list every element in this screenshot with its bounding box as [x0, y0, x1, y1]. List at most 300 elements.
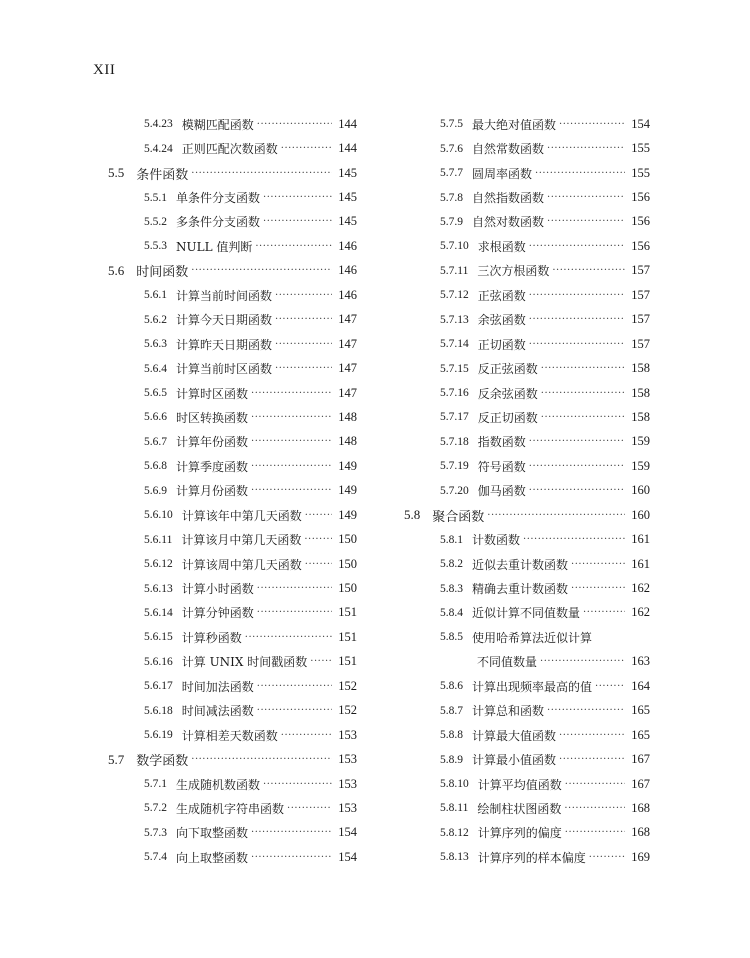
entry-number: 5.7.3: [144, 826, 167, 839]
entry-title: 计算序列的样本偏度: [477, 850, 586, 865]
toc-subsection-entry[interactable]: [404, 308, 650, 332]
dot-leader: [529, 339, 625, 350]
toc-subsection-entry[interactable]: [108, 796, 357, 820]
dot-leader: [191, 754, 332, 765]
entry-title: 圆周率函数: [472, 166, 533, 181]
toc-subsection-entry[interactable]: [404, 552, 650, 576]
entry-number: 5.6.6: [144, 411, 167, 424]
entry-title: 三次方根函数: [477, 264, 550, 279]
entry-title: 反正切函数: [477, 410, 538, 425]
entry-title: 使用哈希算法近似计算: [472, 630, 593, 645]
entry-title: 计算昨天日期函数: [176, 337, 273, 352]
entry-title: 近似计算不同值数量: [472, 606, 581, 621]
entry-number: 5.6.19: [144, 729, 173, 742]
toc-subsection-entry[interactable]: [404, 601, 650, 625]
entry-number: 5.7.15: [440, 362, 469, 375]
toc-subsection-entry[interactable]: [404, 210, 650, 234]
entry-page-number: 150: [338, 581, 357, 596]
toc-subsection-entry[interactable]: [404, 576, 650, 600]
dot-leader: [275, 314, 332, 325]
dot-leader: [541, 412, 625, 423]
entry-title: 自然常数函数: [472, 142, 545, 157]
entry-page-number: 157: [631, 263, 650, 278]
dot-leader: [287, 803, 332, 814]
dot-leader: [263, 192, 332, 203]
entry-number: 5.6.15: [144, 631, 173, 644]
entry-title: 正则匹配次数函数: [181, 142, 278, 157]
dot-leader: [565, 779, 625, 790]
dot-leader: [257, 681, 332, 692]
entry-title: 计算季度函数: [176, 459, 249, 474]
dot-leader: [541, 363, 625, 374]
entry-number: 5.5.3: [144, 240, 167, 253]
entry-page-number: 152: [338, 703, 357, 718]
toc-section-entry[interactable]: [108, 747, 357, 771]
entry-number: 5.8: [404, 507, 421, 523]
dot-leader: [559, 119, 625, 130]
entry-number: 5.8.4: [440, 606, 463, 619]
entry-title: 最大绝对值函数: [472, 117, 557, 132]
entry-title: 计算秒函数: [181, 630, 242, 645]
entry-page-number: 145: [338, 190, 357, 205]
toc-subsection-entry[interactable]: [108, 699, 357, 723]
dot-leader: [547, 192, 625, 203]
entry-title: 符号函数: [477, 459, 526, 474]
entry-page-number: 160: [631, 483, 650, 498]
entry-page-number: 149: [338, 483, 357, 498]
entry-title: 计算小时函数: [181, 582, 254, 597]
entry-title: 计数函数: [472, 533, 521, 548]
toc-subsection-entry[interactable]: [108, 552, 357, 576]
entry-title: NULL 值判断: [176, 239, 253, 254]
page-number: XII: [93, 62, 116, 78]
toc-subsection-entry[interactable]: [108, 234, 357, 258]
toc-subsection-entry[interactable]: [108, 503, 357, 527]
entry-title: 计算总和函数: [472, 704, 545, 719]
toc-subsection-entry[interactable]: [404, 161, 650, 185]
dot-leader: [263, 216, 332, 227]
entry-number: 5.6.11: [144, 533, 173, 546]
dot-leader: [275, 339, 332, 350]
toc-subsection-entry[interactable]: [404, 112, 650, 136]
entry-page-number: 148: [338, 434, 357, 449]
entry-number: 5.7: [108, 751, 125, 767]
toc-subsection-entry[interactable]: [404, 356, 650, 380]
entry-title: 求根函数: [477, 239, 526, 254]
entry-number: 5.8.5: [440, 631, 463, 644]
toc-subsection-entry[interactable]: [404, 650, 650, 674]
toc-subsection-entry[interactable]: [404, 699, 650, 723]
entry-page-number: 152: [338, 678, 357, 693]
entry-page-number: 148: [338, 409, 357, 424]
toc-subsection-entry[interactable]: [404, 625, 650, 649]
toc-subsection-entry[interactable]: [404, 381, 650, 405]
entry-number: 5.7.7: [440, 167, 463, 180]
entry-page-number: 145: [338, 165, 357, 180]
toc-subsection-entry[interactable]: [108, 479, 357, 503]
entry-page-number: 149: [338, 507, 357, 522]
entry-page-number: 160: [631, 507, 650, 522]
toc-section-entry[interactable]: [404, 503, 650, 527]
entry-title: 计算当前时间函数: [176, 288, 273, 303]
toc-subsection-entry[interactable]: [404, 527, 650, 551]
entry-title: 计算最小值函数: [472, 753, 557, 768]
entry-page-number: 150: [338, 532, 357, 547]
dot-leader: [529, 461, 625, 472]
entry-title: 多条件分支函数: [176, 215, 261, 230]
entry-number: 5.8.1: [440, 533, 463, 546]
entry-number: 5.6.17: [144, 680, 173, 693]
entry-number: 5.6.4: [144, 362, 167, 375]
entry-number: 5.8.13: [440, 851, 469, 864]
toc-subsection-entry[interactable]: [108, 283, 357, 307]
toc-subsection-entry[interactable]: [108, 845, 357, 869]
entry-title: 向上取整函数: [176, 850, 249, 865]
dot-leader: [251, 827, 332, 838]
dot-leader: [583, 607, 625, 618]
entry-page-number: 146: [338, 263, 357, 278]
entry-title: 单条件分支函数: [176, 191, 261, 206]
entry-number: 5.6.13: [144, 582, 173, 595]
toc-left-column: [108, 112, 357, 870]
toc-subsection-entry[interactable]: [404, 747, 650, 771]
dot-leader: [305, 510, 332, 521]
dot-leader: [529, 241, 625, 252]
entry-page-number: 167: [631, 776, 650, 791]
dot-leader: [547, 705, 625, 716]
entry-number: 5.7.6: [440, 142, 463, 155]
entry-page-number: 165: [631, 703, 650, 718]
entry-title: 计算该周中第几天函数: [181, 557, 302, 572]
entry-page-number: 153: [338, 800, 357, 815]
toc-subsection-entry[interactable]: [108, 308, 357, 332]
dot-leader: [529, 314, 625, 325]
entry-page-number: 154: [338, 825, 357, 840]
entry-page-number: 162: [631, 605, 650, 620]
toc-subsection-entry[interactable]: [404, 821, 650, 845]
dot-leader: [257, 607, 332, 618]
entry-title: 自然对数函数: [472, 215, 545, 230]
entry-page-number: 149: [338, 458, 357, 473]
entry-number: 5.7.2: [144, 802, 167, 815]
dot-leader: [565, 827, 625, 838]
entry-number: 5.6.12: [144, 558, 173, 571]
dot-leader: [540, 656, 625, 667]
entry-number: 5.6.5: [144, 387, 167, 400]
entry-page-number: 162: [631, 581, 650, 596]
entry-title: 正切函数: [477, 337, 526, 352]
entry-number: 5.6.1: [144, 289, 167, 302]
entry-page-number: 147: [338, 385, 357, 400]
entry-title: 计算出现频率最高的值: [472, 679, 593, 694]
dot-leader: [529, 485, 625, 496]
entry-title: 指数函数: [477, 435, 526, 450]
toc-subsection-entry[interactable]: [108, 576, 357, 600]
dot-leader: [251, 485, 332, 496]
toc-section-entry[interactable]: [108, 259, 357, 283]
entry-title: 计算当前时区函数: [176, 362, 273, 377]
entry-page-number: 157: [631, 287, 650, 302]
toc-subsection-entry[interactable]: [108, 332, 357, 356]
entry-page-number: 153: [338, 727, 357, 742]
entry-number: 5.7.9: [440, 215, 463, 228]
entry-number: 5.7.5: [440, 118, 463, 131]
toc-subsection-entry[interactable]: [108, 185, 357, 209]
entry-number: 5.4.24: [144, 142, 173, 155]
dot-leader: [529, 290, 625, 301]
dot-leader: [571, 559, 625, 570]
dot-leader: [255, 241, 332, 252]
dot-leader: [487, 510, 625, 521]
dot-leader: [529, 436, 625, 447]
entry-title: 计算时区函数: [176, 386, 249, 401]
entry-number: 5.7.12: [440, 289, 469, 302]
toc-subsection-entry[interactable]: [404, 454, 650, 478]
toc-subsection-entry[interactable]: [108, 650, 357, 674]
entry-number: 5.7.18: [440, 435, 469, 448]
entry-number: 5.8.2: [440, 558, 463, 571]
entry-page-number: 145: [338, 214, 357, 229]
entry-title: 正弦函数: [477, 288, 526, 303]
entry-page-number: 154: [631, 116, 650, 131]
entry-page-number: 156: [631, 238, 650, 253]
entry-page-number: 159: [631, 434, 650, 449]
toc-subsection-entry[interactable]: [404, 234, 650, 258]
entry-title: 时区转换函数: [176, 410, 249, 425]
dot-leader: [564, 803, 625, 814]
entry-title: 聚合函数: [432, 509, 485, 525]
entry-page-number: 146: [338, 238, 357, 253]
toc-subsection-entry[interactable]: [108, 112, 357, 136]
entry-page-number: 169: [631, 849, 650, 864]
dot-leader: [547, 143, 625, 154]
toc-subsection-entry[interactable]: [108, 430, 357, 454]
dot-leader: [251, 388, 332, 399]
entry-page-number: 161: [631, 532, 650, 547]
toc-subsection-entry[interactable]: [404, 723, 650, 747]
dot-leader: [281, 143, 332, 154]
entry-page-number: 153: [338, 776, 357, 791]
entry-title: 数学函数: [136, 754, 189, 770]
entry-number: 5.6.8: [144, 460, 167, 473]
entry-title: 时间减法函数: [181, 704, 254, 719]
entry-title: 计算该年中第几天函数: [181, 508, 302, 523]
entry-number: 5.6.14: [144, 606, 173, 619]
entry-page-number: 147: [338, 361, 357, 376]
dot-leader: [523, 534, 625, 545]
toc-subsection-entry[interactable]: [108, 381, 357, 405]
entry-number: 5.7.13: [440, 313, 469, 326]
dot-leader: [595, 681, 625, 692]
entry-title: 模糊匹配函数: [181, 117, 254, 132]
toc-subsection-entry[interactable]: [404, 259, 650, 283]
dot-leader: [275, 290, 332, 301]
dot-leader: [251, 412, 332, 423]
entry-title: 计算月份函数: [176, 484, 249, 499]
entry-title: 绘制柱状图函数: [477, 801, 562, 816]
toc-subsection-entry[interactable]: [404, 405, 650, 429]
entry-number: 5.7.20: [440, 484, 469, 497]
entry-number: 5.7.11: [440, 264, 469, 277]
entry-number: 5.4.23: [144, 118, 173, 131]
entry-number: 5.5: [108, 165, 125, 181]
dot-leader: [559, 730, 625, 741]
entry-page-number: 165: [631, 727, 650, 742]
entry-number: 5.6.2: [144, 313, 167, 326]
entry-title: 向下取整函数: [176, 826, 249, 841]
entry-number: 5.8.9: [440, 753, 463, 766]
entry-title: 不同值数量: [477, 655, 538, 670]
entry-number: 5.7.16: [440, 387, 469, 400]
toc-subsection-entry[interactable]: [404, 332, 650, 356]
entry-number: 5.7.19: [440, 460, 469, 473]
entry-page-number: 167: [631, 752, 650, 767]
entry-title: 余弦函数: [477, 313, 526, 328]
entry-page-number: 159: [631, 458, 650, 473]
dot-leader: [263, 779, 332, 790]
dot-leader: [281, 730, 332, 741]
entry-page-number: 158: [631, 361, 650, 376]
entry-title: 计算序列的偏度: [477, 826, 562, 841]
entry-title: 计算分钟函数: [181, 606, 254, 621]
entry-page-number: 156: [631, 190, 650, 205]
entry-number: 5.6.3: [144, 338, 167, 351]
toc-subsection-entry[interactable]: [404, 136, 650, 160]
dot-leader: [251, 852, 332, 863]
entry-page-number: 158: [631, 409, 650, 424]
dot-leader: [305, 559, 332, 570]
dot-leader: [552, 265, 625, 276]
toc-subsection-entry[interactable]: [108, 601, 357, 625]
dot-leader: [251, 436, 332, 447]
entry-page-number: 164: [631, 678, 650, 693]
toc-subsection-entry[interactable]: [404, 796, 650, 820]
entry-number: 5.8.8: [440, 729, 463, 742]
entry-title: 反正弦函数: [477, 362, 538, 377]
entry-title: 反余弦函数: [477, 386, 538, 401]
entry-number: 5.6.16: [144, 655, 173, 668]
entry-title: 生成随机字符串函数: [176, 801, 285, 816]
entry-title: 时间加法函数: [181, 679, 254, 694]
entry-page-number: 161: [631, 556, 650, 571]
entry-title: 计算最大值函数: [472, 728, 557, 743]
toc-subsection-entry[interactable]: [108, 405, 357, 429]
entry-number: 5.8.12: [440, 826, 469, 839]
toc-subsection-entry[interactable]: [108, 772, 357, 796]
entry-page-number: 151: [338, 605, 357, 620]
entry-page-number: 163: [631, 654, 650, 669]
toc-subsection-entry[interactable]: [108, 723, 357, 747]
entry-title: 近似去重计数函数: [472, 557, 569, 572]
dot-leader: [245, 632, 332, 643]
toc-subsection-entry[interactable]: [108, 356, 357, 380]
toc-subsection-entry[interactable]: [404, 479, 650, 503]
entry-title: 条件函数: [136, 167, 189, 183]
toc-subsection-entry[interactable]: [404, 185, 650, 209]
entry-page-number: 168: [631, 800, 650, 815]
dot-leader: [571, 583, 625, 594]
entry-number: 5.7.8: [440, 191, 463, 204]
entry-number: 5.6: [108, 262, 125, 278]
dot-leader: [275, 363, 332, 374]
entry-page-number: 153: [338, 752, 357, 767]
entry-page-number: 157: [631, 336, 650, 351]
entry-page-number: 155: [631, 165, 650, 180]
toc-subsection-entry[interactable]: [108, 674, 357, 698]
dot-leader: [257, 119, 332, 130]
entry-title: 计算今天日期函数: [176, 313, 273, 328]
toc-subsection-entry[interactable]: [108, 454, 357, 478]
entry-page-number: 155: [631, 141, 650, 156]
entry-page-number: 168: [631, 825, 650, 840]
entry-number: 5.7.10: [440, 240, 469, 253]
dot-leader: [251, 461, 332, 472]
entry-title: 计算 UNIX 时间戳函数: [181, 655, 308, 670]
dot-leader: [535, 168, 625, 179]
entry-number: 5.7.14: [440, 338, 469, 351]
entry-title: 自然指数函数: [472, 191, 545, 206]
toc-subsection-entry[interactable]: [108, 527, 357, 551]
toc-right-column: [404, 112, 650, 870]
entry-number: 5.8.3: [440, 582, 463, 595]
entry-number: 5.6.18: [144, 704, 173, 717]
toc-subsection-entry[interactable]: [108, 210, 357, 234]
entry-page-number: 150: [338, 556, 357, 571]
entry-title: 伽马函数: [477, 484, 526, 499]
entry-number: 5.5.2: [144, 215, 167, 228]
dot-leader: [547, 216, 625, 227]
entry-page-number: 144: [338, 141, 357, 156]
entry-number: 5.8.11: [440, 802, 469, 815]
dot-leader: [589, 852, 625, 863]
dot-leader: [310, 656, 332, 667]
entry-number: 5.7.1: [144, 778, 167, 791]
entry-page-number: 156: [631, 214, 650, 229]
toc-subsection-entry[interactable]: [108, 821, 357, 845]
entry-title: 生成随机数函数: [176, 777, 261, 792]
entry-number: 5.5.1: [144, 191, 167, 204]
dot-leader: [257, 705, 332, 716]
toc-subsection-entry[interactable]: [404, 845, 650, 869]
entry-page-number: 154: [338, 849, 357, 864]
entry-title: 计算相差天数函数: [181, 728, 278, 743]
toc-subsection-entry[interactable]: [404, 430, 650, 454]
entry-title: 时间函数: [136, 265, 189, 281]
dot-leader: [541, 388, 625, 399]
dot-leader: [304, 534, 332, 545]
entry-number: 5.8.6: [440, 680, 463, 693]
entry-page-number: 151: [338, 629, 357, 644]
entry-title: 计算年份函数: [176, 435, 249, 450]
toc-subsection-entry[interactable]: [404, 772, 650, 796]
toc-subsection-entry[interactable]: [404, 674, 650, 698]
entry-page-number: 146: [338, 287, 357, 302]
entry-title: 计算该月中第几天函数: [181, 533, 302, 548]
entry-number: 5.6.10: [144, 509, 173, 522]
entry-number: 5.8.7: [440, 704, 463, 717]
entry-page-number: 151: [338, 654, 357, 669]
entry-page-number: 158: [631, 385, 650, 400]
dot-leader: [257, 583, 332, 594]
toc-section-entry[interactable]: [108, 161, 357, 185]
toc-subsection-entry[interactable]: [108, 136, 357, 160]
dot-leader: [559, 754, 625, 765]
toc-subsection-entry[interactable]: [108, 625, 357, 649]
toc-subsection-entry[interactable]: [404, 283, 650, 307]
entry-number: 5.7.4: [144, 851, 167, 864]
entry-number: 5.6.7: [144, 435, 167, 448]
entry-title: 精确去重计数函数: [472, 582, 569, 597]
